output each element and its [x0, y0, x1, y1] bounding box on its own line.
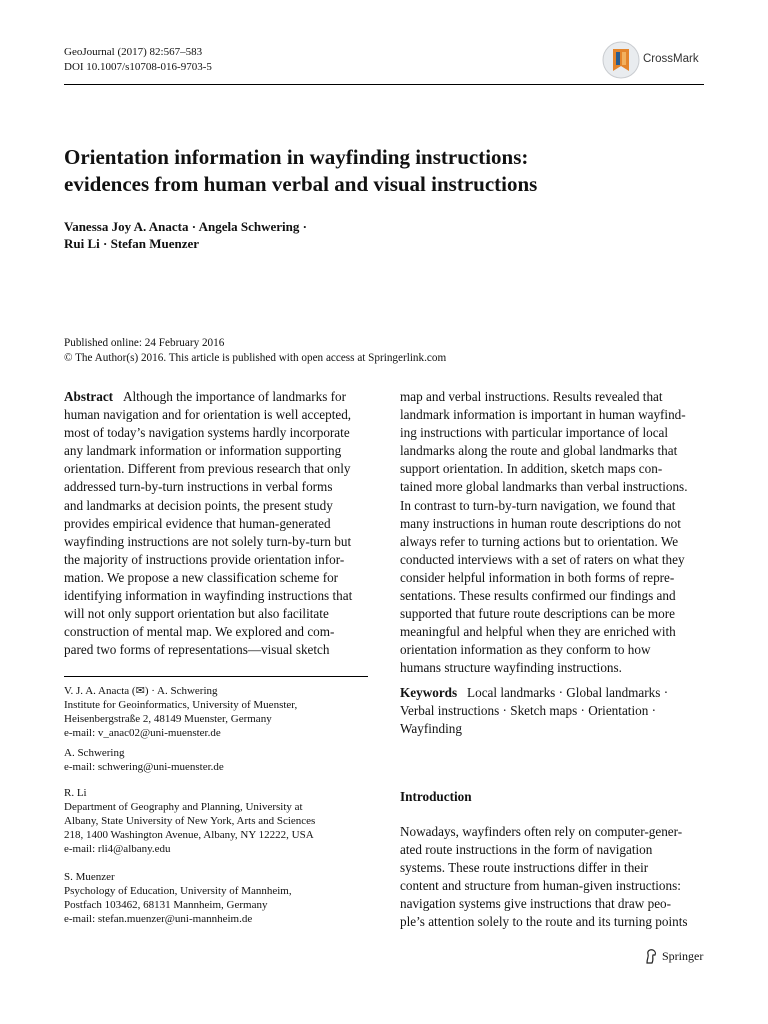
abstract-line: consider helpful information in both forms of repre- — [400, 569, 675, 585]
abstract-line: and landmarks at decision points, the present study — [64, 497, 333, 513]
publisher-logo — [644, 948, 703, 964]
keywords-label: Keywords — [400, 685, 458, 700]
abstract-line: landmark information is important in human wayfind- — [400, 407, 686, 423]
section-heading-introduction: Introduction — [400, 789, 472, 804]
abstract-line: always refer to turning actions but to orientation. We — [400, 533, 679, 549]
keywords: Keywords Local landmarks · Global landmarks · Verbal instructions · Sketch maps · Orientation · Wayfinding — [400, 685, 669, 737]
authors-line-1: Vanessa Joy A. Anacta · Angela Schwering · — [64, 219, 307, 234]
title-line-1: Orientation information in wayfinding instructions: — [64, 145, 529, 169]
abstract-column-1 — [64, 388, 368, 659]
abstract-column-2 — [400, 388, 704, 678]
doi[interactable]: DOI 10.1007/s10708-016-9703-5 — [64, 61, 212, 73]
abstract-line: will not only support orientation but also facilitate — [64, 606, 329, 622]
abstract-line: provides empirical evidence that human-generated — [64, 515, 331, 531]
abstract-line: In contrast to turn-by-turn navigation, we found that — [400, 497, 676, 513]
header-rule — [64, 84, 704, 85]
authors-line-2: Rui Li · Stefan Muenzer — [64, 236, 200, 251]
abstract-line: many instructions in human route descriptions do not — [400, 515, 681, 531]
abstract-line: the majority of instructions provide orientation infor- — [64, 551, 345, 567]
abstract-label: Abstract — [64, 389, 114, 404]
abstract-line: map and verbal instructions. Results revealed that — [400, 389, 663, 404]
email-link[interactable]: e-mail: schwering@uni-muenster.de — [64, 761, 224, 773]
abstract-line: wayfinding instructions are not solely turn-by-turn but — [64, 533, 352, 549]
abstract-line: most of today’s navigation systems hardly incorporate — [64, 425, 350, 441]
abstract-line: conducted interviews with a set of raters on what they — [400, 551, 685, 567]
publisher-name: Springer — [662, 948, 704, 963]
abstract-line: tained more global landmarks than verbal instructions. — [400, 479, 688, 495]
email-link[interactable]: e-mail: stefan.muenzer@uni-mannheim.de — [64, 913, 253, 925]
crossmark-badge[interactable] — [602, 40, 706, 80]
introduction-paragraph: Nowadays, wayfinders often rely on computer-gener- ated route instructions in the form of navigation systems. These route instructions differ in their content and structure from human-given instructions: navigation systems give instructions that draw peo- ple’s attention solely to the route and its turning points — [400, 824, 688, 930]
abstract-line: human navigation and for orientation is well accepted, — [64, 407, 352, 423]
article-title — [64, 144, 704, 198]
abstract-line: pared two forms of representations—visual sketch — [64, 642, 330, 658]
affiliation-muenzer: S. Muenzer Psychology of Education, University of Mannheim, Postfach 103462, 68131 Mannheim, Germany e-mail: stefan.muenzer@uni-mannheim.de — [64, 870, 368, 926]
publication-info — [64, 336, 704, 366]
email-link[interactable]: e-mail: rli4@albany.edu — [64, 843, 171, 855]
abstract-line: identifying information in wayfinding instructions that — [64, 588, 353, 604]
abstract-line: meaningful and helpful when they are enriched with — [400, 624, 676, 640]
abstract-line: orientation information as they conform to how — [400, 642, 651, 658]
abstract-line: any landmark information or information supporting — [64, 443, 342, 459]
springer-horse-icon — [644, 948, 658, 964]
abstract-line: addressed turn-by-turn instructions in verbal forms — [64, 479, 333, 495]
affiliation-schwering: A. Schwering e-mail: schwering@uni-muenster.de — [64, 746, 368, 774]
abstract-line: Abstract Although the importance of landmarks for — [64, 389, 346, 404]
abstract-line: support orientation. In addition, sketch maps con- — [400, 461, 663, 477]
abstract-line: humans structure wayfinding instructions. — [400, 660, 622, 676]
journal-citation: GeoJournal (2017) 82:567–583 — [64, 46, 203, 58]
abstract-line: supported that future route descriptions can be more — [400, 606, 676, 622]
email-link[interactable]: e-mail: v_anac02@uni-muenster.de — [64, 727, 221, 739]
abstract-line: mation. We propose a new classification scheme for — [64, 569, 339, 585]
title-line-2: evidences from human verbal and visual instructions — [64, 172, 538, 196]
abstract-line: construction of mental map. We explored and com- — [64, 624, 335, 640]
affiliation-li: R. Li Department of Geography and Planning, University at Albany, State University of New York, Arts and Sciences 218, 1400 Washington Avenue, Albany, NY 12222, USA e-mail: rli4@albany.edu — [64, 786, 368, 856]
copyright-notice: © The Author(s) 2016. This article is published with open access at Springerlink.com — [64, 352, 447, 364]
crossmark-icon — [602, 40, 640, 80]
affiliation-rule — [64, 676, 368, 677]
abstract-line: landmarks along the route and global landmarks that — [400, 443, 678, 459]
affiliation-anacta: V. J. A. Anacta (✉) · A. Schwering Institute for Geoinformatics, University of Muenster, Heisenbergstraße 2, 48149 Muenster, Germany e-mail: v_anac02@uni-muenster.de — [64, 684, 368, 740]
crossmark-label: CrossMark — [643, 53, 699, 65]
author-list — [64, 218, 704, 252]
abstract-line: ing instructions with particular importance of local — [400, 425, 669, 441]
published-date: Published online: 24 February 2016 — [64, 337, 225, 349]
abstract-line: orientation. Different from previous research that only — [64, 461, 351, 477]
abstract-line: sentations. These results confirmed our findings and — [400, 588, 676, 604]
